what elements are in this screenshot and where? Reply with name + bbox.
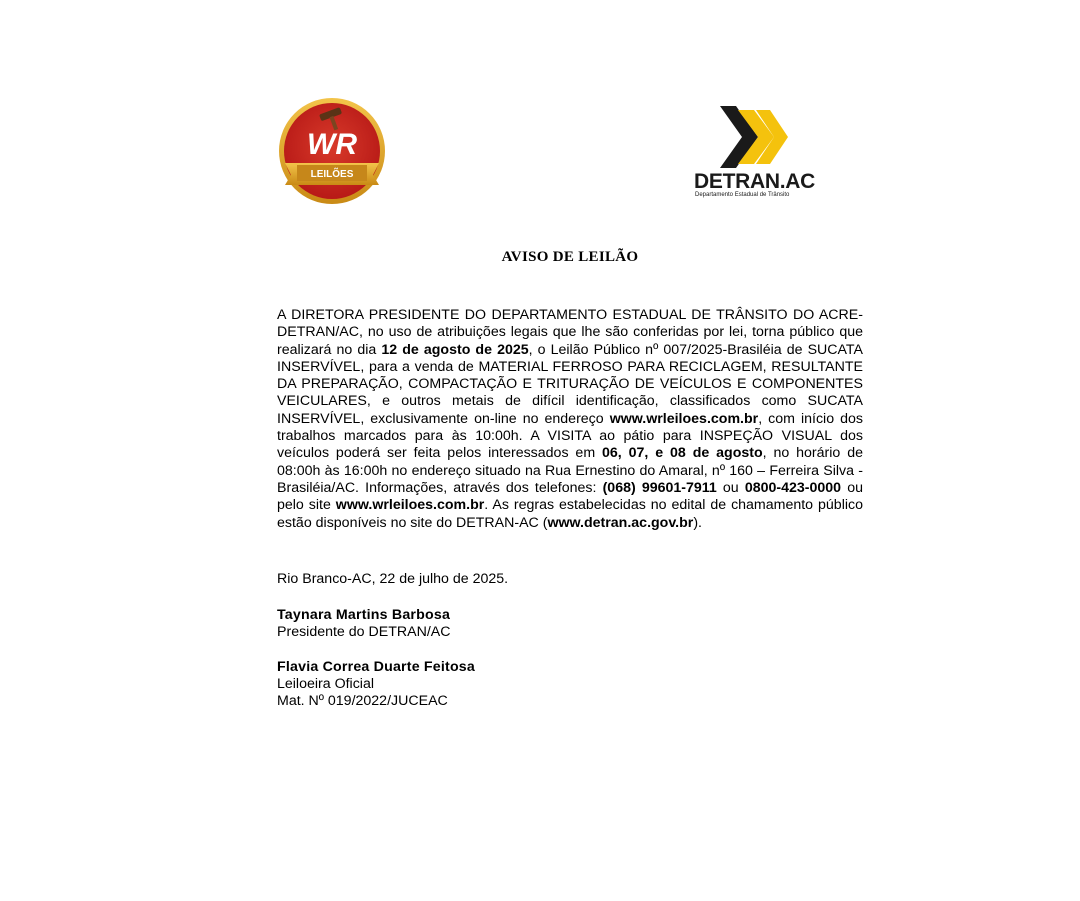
notice-title: AVISO DE LEILÃO xyxy=(501,249,639,265)
phone-number: (068) 99601-7911 xyxy=(602,479,717,496)
wr-initials: WR xyxy=(307,128,357,161)
notice-body xyxy=(277,307,863,532)
signer-name: Flavia Correa Duarte Feitosa xyxy=(277,659,475,675)
body-segment: A DIRETORA PRESIDENTE DO DEPARTAMENTO ESTADUAL DE TRÂNSITO DO ACRE-DETRAN/AC, no uso de atribuições legais que lhe são conferidas por lei, torna público que realizará no dia xyxy=(277,307,863,358)
signer-role: Presidente do DETRAN/AC xyxy=(277,624,451,640)
place-date: Rio Branco-AC, 22 de julho de 2025. xyxy=(277,571,509,587)
body-segment: ). xyxy=(693,514,702,531)
detran-logo xyxy=(690,106,820,202)
body-segment: . As regras estabelecidas no edital de chamamento público estão disponíveis no site do DETRAN-AC ( xyxy=(277,497,863,531)
body-segment: , com início dos trabalhos marcados para às 10:00h. A VISITA ao pátio para INSPEÇÃO VISUAL dos veículos poderá ser feita pelos interessados em xyxy=(277,410,863,462)
phone-number: 0800-423-0000 xyxy=(744,479,842,496)
wr-leiloes-emblem-icon xyxy=(275,97,389,205)
detran-subtitle: Departamento Estadual de Trânsito xyxy=(695,192,790,198)
auction-site-link: www.wrleiloes.com.br xyxy=(609,410,759,427)
auction-site-link: www.wrleiloes.com.br xyxy=(335,497,485,514)
visit-dates: 06, 07, e 08 de agosto xyxy=(602,445,763,462)
signature-block xyxy=(277,607,450,641)
detran-name: DETRAN.AC xyxy=(694,170,815,193)
body-segment: , o Leilão Público nº 007/2025-Brasiléia de SUCATA INSERVÍVEL, para a venda de MATERIAL FERROSO PARA RECICLAGEM, RESULTANTE DA PREPARAÇÃO, COMPACTAÇÃO E TRITURAÇÃO DE VEÍCULOS E COMPONENTES VEICULARES, e outros metais de difícil identificação, classificados como SUCATA INSERVÍVEL, exclusivamente on-line no endereço xyxy=(277,341,864,427)
auction-date: 12 de agosto de 2025 xyxy=(381,341,529,358)
signature-block xyxy=(277,659,475,710)
signer-registration: Mat. Nº 019/2022/JUCEAC xyxy=(277,693,448,709)
detran-site-link: www.detran.ac.gov.br xyxy=(547,514,694,531)
body-segment: ou pelo site xyxy=(277,479,863,514)
wr-label: LEILÕES xyxy=(310,169,354,180)
signer-role: Leiloeira Oficial xyxy=(277,676,374,692)
detran-chevron-icon xyxy=(720,106,788,168)
body-segment: ou xyxy=(716,479,745,496)
wr-leiloes-logo xyxy=(275,97,389,205)
body-segment: , no horário de 08:00h às 16:00h no endereço situado na Rua Ernestino do Amaral, nº 160 – Ferreira Silva - Brasiléia/AC. Informações, através dos telefones: xyxy=(277,445,863,496)
signer-name: Taynara Martins Barbosa xyxy=(277,607,451,623)
